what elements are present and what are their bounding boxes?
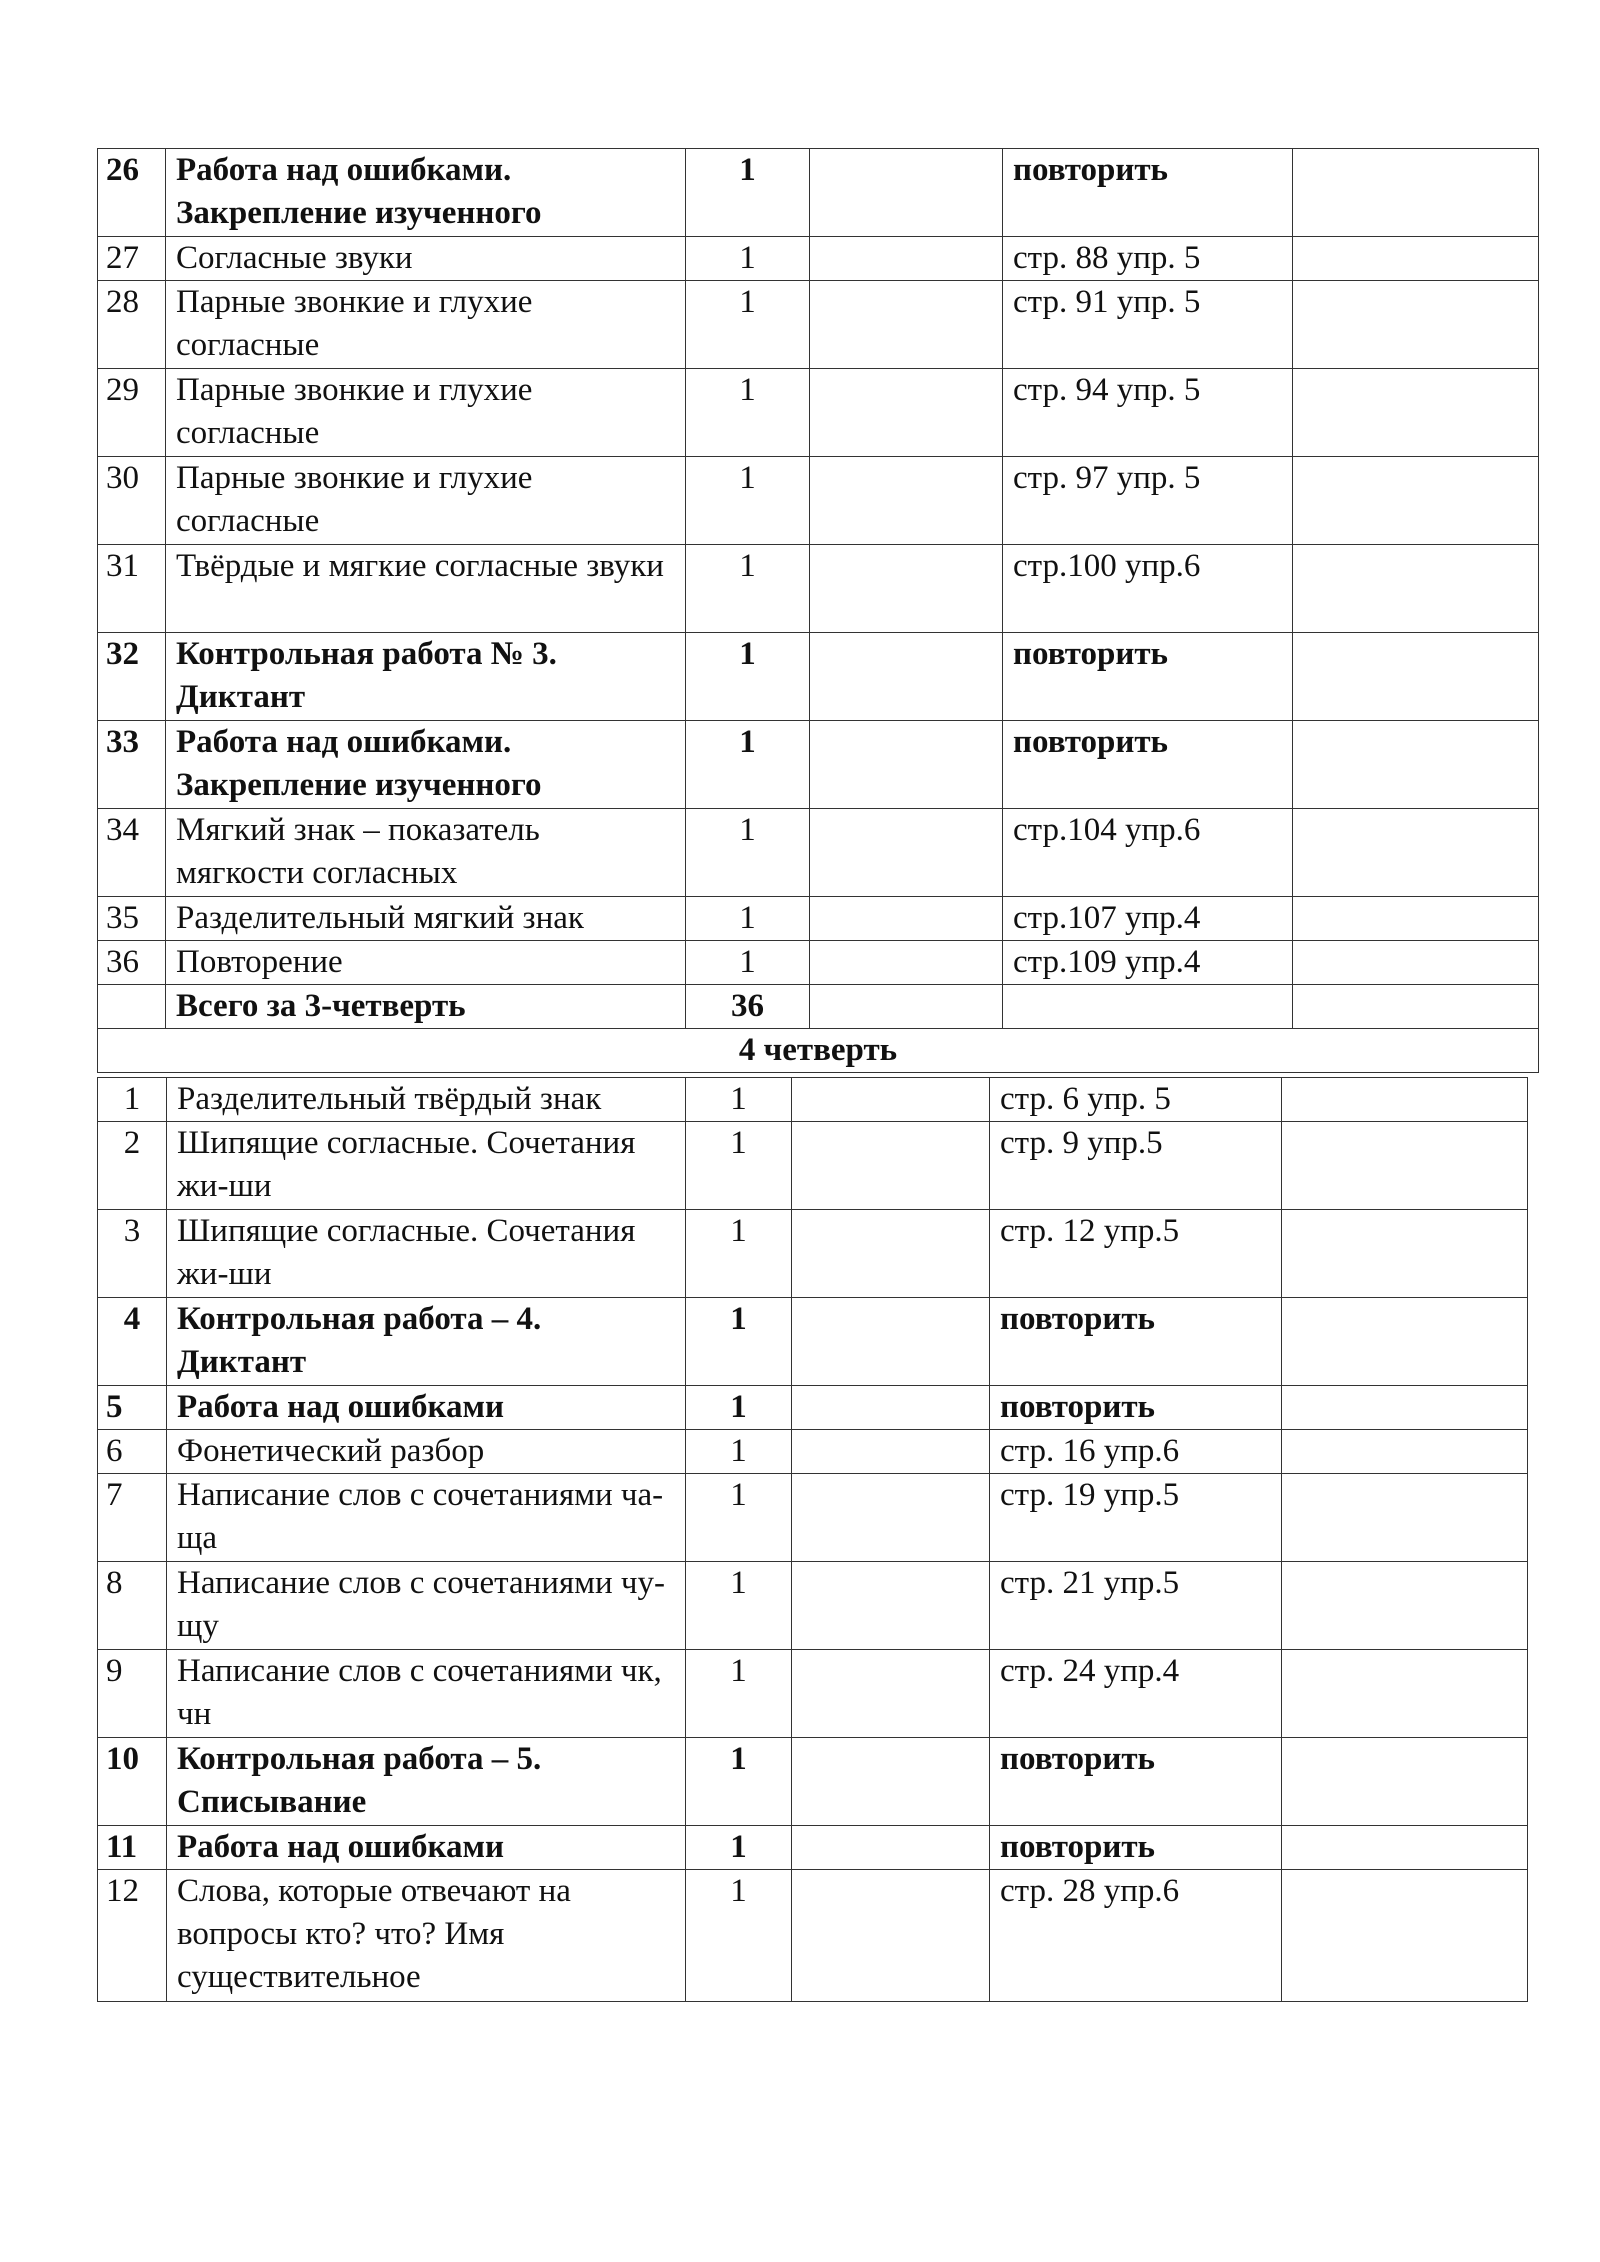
lesson-note	[1282, 1386, 1528, 1430]
lesson-topic: Фонетический разбор	[167, 1430, 686, 1474]
lesson-hours: 1	[686, 633, 810, 721]
lesson-topic: Работа над ошибками. Закрепление изученного	[166, 149, 686, 237]
lesson-topic: Парные звонкие и глухие согласные	[166, 281, 686, 369]
lesson-hours: 1	[686, 1650, 792, 1738]
lesson-note	[1282, 1078, 1528, 1122]
lesson-topic: Написание слов с сочетаниями ча-ща	[167, 1474, 686, 1562]
lesson-note	[1282, 1210, 1528, 1298]
lesson-date	[792, 1386, 990, 1430]
lesson-date	[792, 1870, 990, 2002]
lesson-homework: стр.109 упр.4	[1003, 941, 1293, 985]
lesson-homework: повторить	[990, 1298, 1282, 1386]
row-number	[98, 985, 166, 1029]
lesson-date	[792, 1298, 990, 1386]
row-number: 29	[98, 369, 166, 457]
row-number: 33	[98, 721, 166, 809]
lesson-hours: 1	[686, 1386, 792, 1430]
row-number: 27	[98, 237, 166, 281]
lesson-date	[810, 809, 1003, 897]
table-row	[98, 457, 1539, 545]
lesson-date	[810, 369, 1003, 457]
lesson-date	[810, 237, 1003, 281]
lesson-date	[810, 545, 1003, 633]
lesson-note	[1293, 721, 1539, 809]
row-number: 36	[98, 941, 166, 985]
lesson-homework: стр.104 упр.6	[1003, 809, 1293, 897]
lesson-topic: Твёрдые и мягкие согласные звуки	[166, 545, 686, 633]
lesson-homework: стр. 21 упр.5	[990, 1562, 1282, 1650]
table-row	[98, 1474, 1528, 1562]
lesson-topic: Написание слов с сочетаниями чу-щу	[167, 1562, 686, 1650]
lesson-date	[810, 633, 1003, 721]
lesson-hours: 1	[686, 941, 810, 985]
row-number: 26	[98, 149, 166, 237]
lesson-topic: Работа над ошибками	[167, 1386, 686, 1430]
lesson-homework: стр. 97 упр. 5	[1003, 457, 1293, 545]
lesson-hours: 1	[686, 1078, 792, 1122]
table-row	[98, 1826, 1528, 1870]
lesson-note	[1282, 1870, 1528, 2002]
total-hours: 36	[686, 985, 810, 1029]
lesson-plan-table-quarter-3	[97, 148, 1539, 1073]
lesson-date	[792, 1562, 990, 1650]
lesson-homework: стр.100 упр.6	[1003, 545, 1293, 633]
lesson-topic: Парные звонкие и глухие согласные	[166, 369, 686, 457]
lesson-hours: 1	[686, 1430, 792, 1474]
lesson-note	[1293, 941, 1539, 985]
lesson-hours: 1	[686, 545, 810, 633]
lesson-topic: Повторение	[166, 941, 686, 985]
lesson-homework: стр. 9 упр.5	[990, 1122, 1282, 1210]
lesson-note	[1293, 633, 1539, 721]
lesson-note	[1282, 1562, 1528, 1650]
lesson-date	[792, 1474, 990, 1562]
lesson-note	[1282, 1474, 1528, 1562]
lesson-hours: 1	[686, 237, 810, 281]
lesson-topic: Разделительный мягкий знак	[166, 897, 686, 941]
table-row	[98, 149, 1539, 237]
lesson-note	[1282, 1826, 1528, 1870]
lesson-hours: 1	[686, 1298, 792, 1386]
lesson-note	[1293, 149, 1539, 237]
lesson-topic: Шипящие согласные. Сочетания жи-ши	[167, 1122, 686, 1210]
lesson-homework: стр.107 упр.4	[1003, 897, 1293, 941]
lesson-homework: повторить	[1003, 149, 1293, 237]
lesson-topic: Работа над ошибками	[167, 1826, 686, 1870]
lesson-note	[1282, 1122, 1528, 1210]
lesson-date	[792, 1826, 990, 1870]
lesson-homework: повторить	[990, 1738, 1282, 1826]
lesson-hours: 1	[686, 1870, 792, 2002]
lesson-note	[1293, 545, 1539, 633]
lesson-homework: стр. 28 упр.6	[990, 1870, 1282, 2002]
row-number: 2	[98, 1122, 167, 1210]
lesson-note	[1293, 237, 1539, 281]
lesson-homework: стр. 19 упр.5	[990, 1474, 1282, 1562]
lesson-date	[792, 1122, 990, 1210]
table-row	[98, 237, 1539, 281]
lesson-homework: стр. 88 упр. 5	[1003, 237, 1293, 281]
quarter-total-row	[98, 985, 1539, 1029]
row-number: 1	[98, 1078, 167, 1122]
lesson-topic: Написание слов с сочетаниями чк, чн	[167, 1650, 686, 1738]
lesson-hours: 1	[686, 369, 810, 457]
row-number: 35	[98, 897, 166, 941]
lesson-date	[810, 897, 1003, 941]
table-row	[98, 1562, 1528, 1650]
lesson-hours: 1	[686, 1826, 792, 1870]
quarter-header-row	[98, 1029, 1539, 1073]
row-number: 11	[98, 1826, 167, 1870]
lesson-topic: Контрольная работа – 5. Списывание	[167, 1738, 686, 1826]
lesson-note	[1282, 1650, 1528, 1738]
lesson-note	[1293, 897, 1539, 941]
lesson-hours: 1	[686, 1122, 792, 1210]
lesson-homework: стр. 6 упр. 5	[990, 1078, 1282, 1122]
lesson-date	[810, 281, 1003, 369]
row-number: 5	[98, 1386, 167, 1430]
table-row	[98, 1738, 1528, 1826]
lesson-date	[792, 1210, 990, 1298]
lesson-note	[1293, 985, 1539, 1029]
lesson-date	[792, 1738, 990, 1826]
lesson-topic: Парные звонкие и глухие согласные	[166, 457, 686, 545]
lesson-topic: Контрольная работа № 3. Диктант	[166, 633, 686, 721]
table-row	[98, 897, 1539, 941]
table-row	[98, 1078, 1528, 1122]
lesson-homework: стр. 94 упр. 5	[1003, 369, 1293, 457]
lesson-homework: стр. 16 упр.6	[990, 1430, 1282, 1474]
row-number: 8	[98, 1562, 167, 1650]
table-row	[98, 809, 1539, 897]
table-row	[98, 721, 1539, 809]
lesson-topic: Шипящие согласные. Сочетания жи-ши	[167, 1210, 686, 1298]
lesson-date	[810, 941, 1003, 985]
table-row	[98, 1430, 1528, 1474]
lesson-homework: повторить	[990, 1386, 1282, 1430]
lesson-hours: 1	[686, 149, 810, 237]
lesson-hours: 1	[686, 1474, 792, 1562]
row-number: 31	[98, 545, 166, 633]
row-number: 4	[98, 1298, 167, 1386]
lesson-topic: Контрольная работа – 4. Диктант	[167, 1298, 686, 1386]
table-row	[98, 369, 1539, 457]
table-row	[98, 1650, 1528, 1738]
lesson-hours: 1	[686, 1738, 792, 1826]
lesson-homework: стр. 24 упр.4	[990, 1650, 1282, 1738]
lesson-hours: 1	[686, 897, 810, 941]
lesson-note	[1293, 809, 1539, 897]
table-row	[98, 1122, 1528, 1210]
lesson-topic: Мягкий знак – показатель мягкости согласных	[166, 809, 686, 897]
table-row	[98, 1386, 1528, 1430]
lesson-hours: 1	[686, 721, 810, 809]
lesson-homework: повторить	[1003, 721, 1293, 809]
table-row	[98, 1298, 1528, 1386]
lesson-homework: стр. 12 упр.5	[990, 1210, 1282, 1298]
lesson-date	[810, 149, 1003, 237]
lesson-homework	[1003, 985, 1293, 1029]
row-number: 12	[98, 1870, 167, 2002]
lesson-topic: Согласные звуки	[166, 237, 686, 281]
lesson-topic: Работа над ошибками. Закрепление изученного	[166, 721, 686, 809]
table-row	[98, 1870, 1528, 2002]
lesson-hours: 1	[686, 809, 810, 897]
lesson-homework: повторить	[1003, 633, 1293, 721]
lesson-topic: Слова, которые отвечают на вопросы кто? что? Имя существительное	[167, 1870, 686, 2002]
lesson-hours: 1	[686, 1210, 792, 1298]
row-number: 30	[98, 457, 166, 545]
lesson-date	[792, 1078, 990, 1122]
lesson-date	[810, 721, 1003, 809]
quarter-4-header: 4 четверть	[98, 1029, 1539, 1073]
lesson-date	[810, 457, 1003, 545]
lesson-hours: 1	[686, 457, 810, 545]
table-row	[98, 281, 1539, 369]
row-number: 28	[98, 281, 166, 369]
row-number: 10	[98, 1738, 167, 1826]
lesson-note	[1293, 457, 1539, 545]
lesson-note	[1282, 1430, 1528, 1474]
row-number: 34	[98, 809, 166, 897]
table-row	[98, 545, 1539, 633]
total-label: Всего за 3-четверть	[166, 985, 686, 1029]
row-number: 32	[98, 633, 166, 721]
table-row	[98, 633, 1539, 721]
lesson-homework: стр. 91 упр. 5	[1003, 281, 1293, 369]
lesson-note	[1282, 1298, 1528, 1386]
row-number: 6	[98, 1430, 167, 1474]
row-number: 7	[98, 1474, 167, 1562]
table-row	[98, 1210, 1528, 1298]
lesson-note	[1282, 1738, 1528, 1826]
lesson-date	[810, 985, 1003, 1029]
lesson-date	[792, 1430, 990, 1474]
lesson-topic: Разделительный твёрдый знак	[167, 1078, 686, 1122]
lesson-hours: 1	[686, 1562, 792, 1650]
lesson-note	[1293, 369, 1539, 457]
lesson-homework: повторить	[990, 1826, 1282, 1870]
table-row	[98, 941, 1539, 985]
lesson-note	[1293, 281, 1539, 369]
lesson-plan-table-quarter-4	[97, 1077, 1528, 2002]
lesson-date	[792, 1650, 990, 1738]
row-number: 9	[98, 1650, 167, 1738]
row-number: 3	[98, 1210, 167, 1298]
lesson-hours: 1	[686, 281, 810, 369]
